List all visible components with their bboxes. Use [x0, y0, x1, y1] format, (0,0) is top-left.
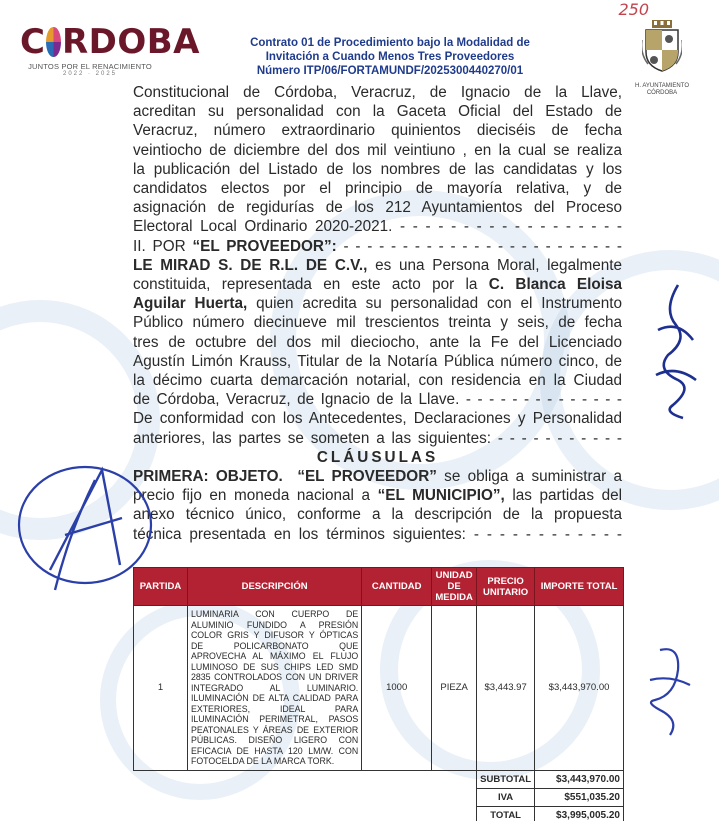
col-header-partida: PARTIDA — [134, 568, 188, 606]
table-row — [134, 606, 624, 771]
cell-importe: $3,443,970.00 — [535, 606, 624, 771]
subtotal-row — [134, 770, 624, 788]
body-line: de Córdoba, Veracruz, de Ignacio de la Llave. - - - - - - - - - - - - - - — [133, 391, 622, 409]
cell-unidad: PIEZA — [432, 606, 477, 771]
clause-primera: PRIMERA: OBJETO. “EL PROVEEDOR” se obliga a suministrar a — [133, 468, 623, 486]
body-line: constituida, representada en este acto por la C. Blanca Eloisa — [133, 276, 622, 294]
signature-right-top — [648, 280, 703, 420]
logo-years: 2022 · 2025 — [62, 71, 118, 77]
cell-partida: 1 — [134, 606, 188, 771]
cell-precio: $3,443.97 — [477, 606, 535, 771]
cell-descripcion: LUMINARIA CON CUERPO DE ALUMINIO FUNDIDO A PRESIÓN COLOR GRIS Y DIFUSOR Y ÓPTICAS DE POLICARBONATO QUE APROVECHA AL MÁXIMO EL FLUJO LUMINOSO DE SUS CHIPS LED SMD 2835 CONTROLADOS CON UN DRIVER INTEGRADO AL LUMINARIO. ILUMINACIÓN DE ALTA CALIDAD PARA EXTERIORES, IDEAL PARA ILUMINACIÓN PERIMETRAL, PASOS PEATONALES Y ÁREAS DE EXTERIOR PÚBLICAS. DISEÑO LIGERO CON EFICACIA DE HASTA 120 LM/W. CON FOTOCELDA DE LA MARCA TORK. — [187, 606, 361, 771]
body-line: Electoral Local Ordinario 2020-2021. - - - - - - - - - - - - - - - - - - — [133, 218, 622, 236]
contract-body — [133, 83, 622, 544]
iva-row — [134, 788, 624, 806]
subtotal-value: $3,443,970.00 — [535, 770, 624, 788]
body-line: anteriores, las partes se someten a las siguientes: - - - - - - - - - - - — [133, 429, 622, 447]
signature-right-bottom — [640, 640, 700, 740]
body-line: candidatos electos por el principio de mayoría relativa, y de — [133, 180, 622, 198]
company-name: LE MIRAD S. DE R.L. DE C.V., — [133, 256, 368, 274]
body-line: precio fijo en moneda nacional a “EL MUNICIPIO”, las partidas del — [133, 487, 622, 505]
logo-wordmark: C RDOBA — [20, 22, 200, 62]
body-line: Agustín Limón Krauss, Titular de la Notaría Pública número cinco, de — [133, 352, 622, 370]
body-line: tres de octubre del dos mil dieciocho, ante la Fe del Licenciado — [133, 333, 622, 351]
body-line: asignación de regidurías de los 212 Ayuntamientos del Proceso — [133, 199, 622, 217]
total-row — [134, 806, 624, 821]
body-line: Aguilar Huerta, quien acredita su personalidad con el Instrumento — [133, 295, 622, 313]
col-header-importe: IMPORTE TOTAL — [535, 568, 624, 606]
body-line: veintiocho de diciembre del dos mil veintiuno , en la cual se realiza — [133, 141, 622, 159]
coat-of-arms-icon — [642, 20, 682, 72]
body-line: Veracruz, número extraordinario quinientos dieciséis de fecha — [133, 122, 622, 140]
body-line: acreditan su personalidad con la Gaceta Oficial del Estado de — [133, 103, 622, 121]
items-table — [133, 567, 624, 821]
subtotal-label: SUBTOTAL — [477, 770, 535, 788]
contract-header — [200, 36, 580, 78]
body-line: Público número diecinueve mil trescientos treinta y seis, de fecha — [133, 314, 622, 332]
representative-name: C. Blanca Eloisa — [488, 276, 622, 294]
iva-value: $551,035.20 — [535, 788, 624, 806]
header-line-1: Contrato 01 de Procedimiento bajo la Modalidad de — [250, 37, 530, 49]
col-header-precio: PRECIO UNITARIO — [477, 568, 535, 606]
col-header-cantidad: CANTIDAD — [362, 568, 432, 606]
logo-flower-icon — [46, 27, 61, 57]
header-line-2: Invitación a Cuando Menos Tres Proveedores — [265, 51, 515, 63]
header-line-3: Número ITP/06/FORTAMUNDF/2025300440270/01 — [256, 65, 524, 77]
clausulas-title: CLÁUSULAS — [316, 448, 439, 466]
ayuntamiento-crest — [625, 20, 699, 97]
total-value: $3,995,005.20 — [535, 806, 624, 821]
logo-tagline: JUNTOS POR EL RENACIMIENTO — [28, 62, 152, 71]
total-label: TOTAL — [477, 806, 535, 821]
body-line: la publicación del Listado de los nombres de las candidatas y los — [133, 160, 622, 178]
cordoba-logo — [20, 22, 200, 77]
body-line: De conformidad con los Antecedentes, Declaraciones y Personalidad — [133, 410, 622, 428]
body-line: LE MIRAD S. DE R.L. DE C.V., es una Persona Moral, legalmente — [133, 256, 622, 274]
col-header-unidad: UNIDAD DE MEDIDA — [432, 568, 477, 606]
section-heading-proveedor: II. POR “EL PROVEEDOR”: - - - - - - - - - - - - - - - - - - - - - - - - — [133, 237, 622, 255]
body-line: anexo técnico único, conforme a la descripción de la propuesta — [133, 506, 622, 524]
body-line: técnica presentada en los términos siguientes: - - - - - - - - - - - - — [133, 525, 622, 543]
body-line: la décimo cuarta demarcación notarial, con residencia en la Ciudad — [133, 372, 622, 390]
col-header-descripcion: DESCRIPCIÓN — [187, 568, 361, 606]
table-header-row — [134, 568, 624, 606]
iva-label: IVA — [477, 788, 535, 806]
crest-label: H. AYUNTAMIENTO CÓRDOBA — [634, 83, 689, 96]
representative-name: Aguilar Huerta, — [133, 295, 248, 313]
body-line: Constitucional de Córdoba, Veracruz, de Ignacio de la Llave, — [133, 84, 622, 101]
handwritten-page-number: 250 — [618, 0, 649, 19]
cell-cantidad: 1000 — [362, 606, 432, 771]
